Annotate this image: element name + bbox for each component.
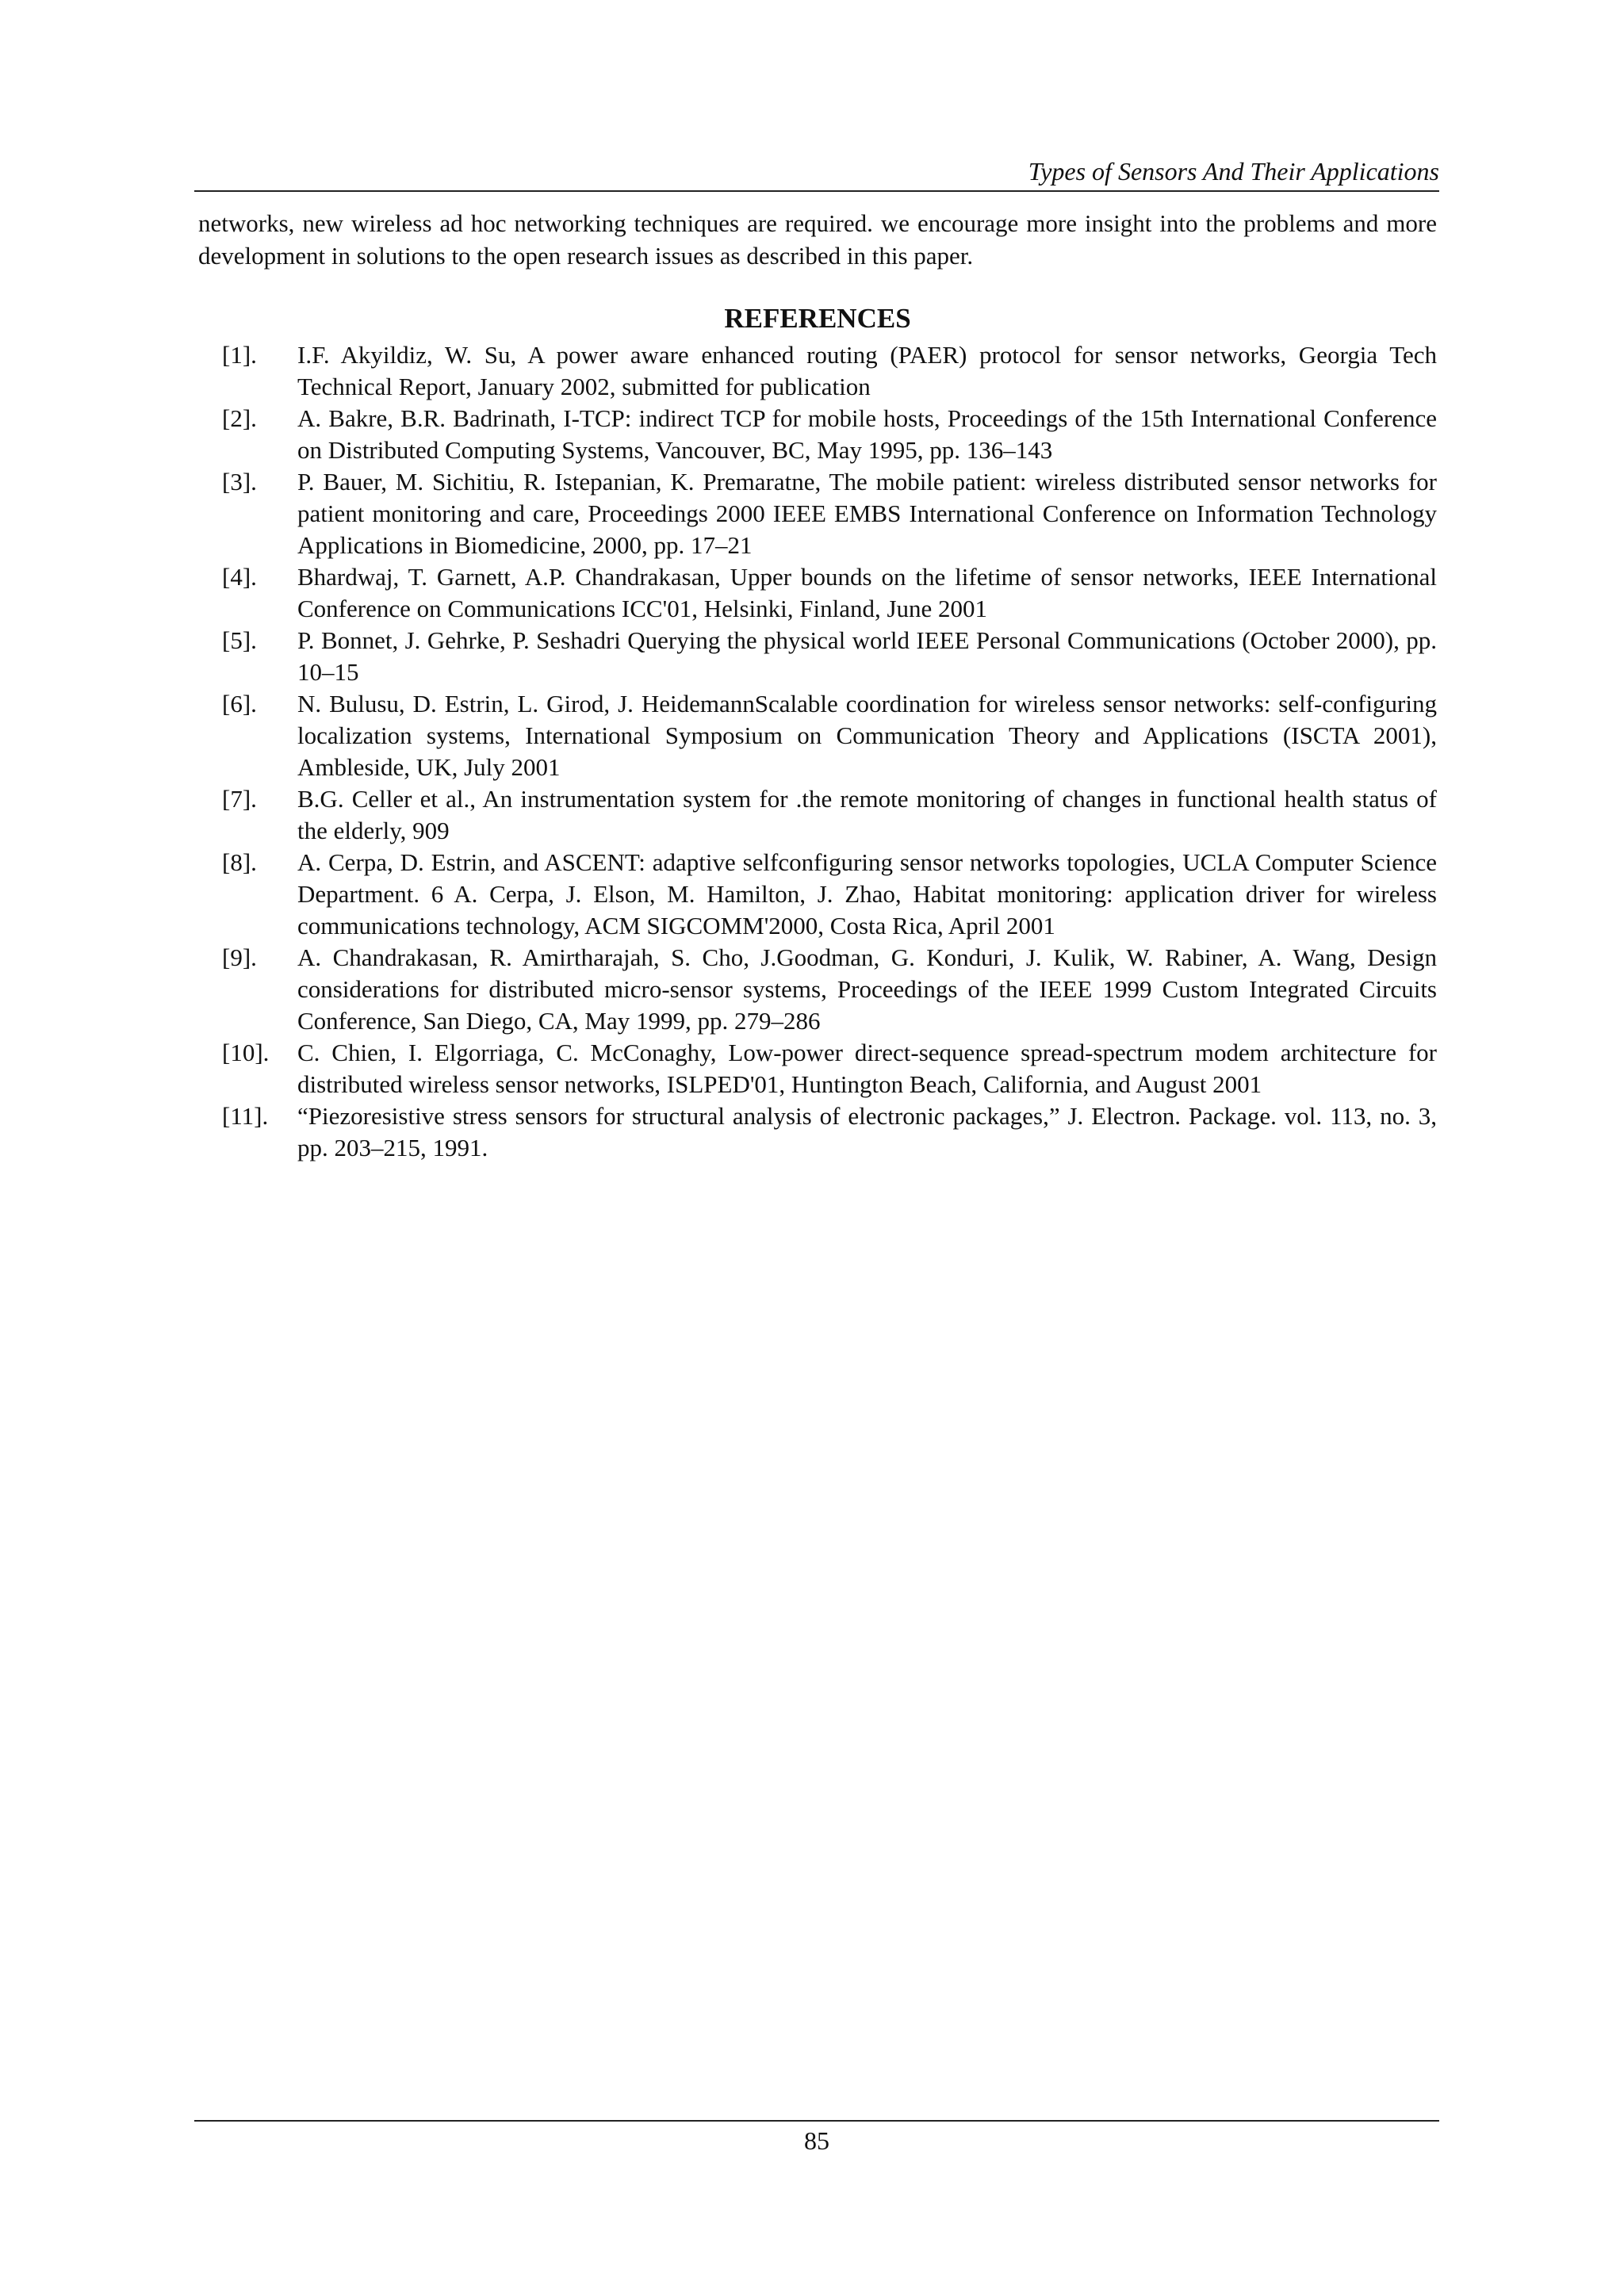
reference-number: [7]. (222, 785, 257, 813)
reference-item (198, 1037, 1437, 1100)
reference-item (198, 561, 1437, 625)
reference-item (198, 466, 1437, 561)
reference-text: Bhardwaj, T. Garnett, A.P. Chandrakasan, Upper bounds on the lifetime of sensor networks, IEEE International Conference on Communications ICC'01, Helsinki, Finland, June 2001 (297, 563, 1437, 622)
reference-item (198, 942, 1437, 1037)
footer-divider (194, 2120, 1439, 2122)
page-number: 85 (804, 2126, 829, 2155)
reference-number: [6]. (222, 690, 257, 718)
reference-text: A. Chandrakasan, R. Amirtharajah, S. Cho, J.Goodman, G. Konduri, J. Kulik, W. Rabiner, A. Wang, Design considerations for distributed micro-sensor systems, Proceedings of the IEEE 1999 Custom Integrated Circuits Conference, San Diego, CA, May 1999, pp. 279–286 (297, 943, 1437, 1035)
reference-number: [9]. (222, 943, 257, 971)
reference-item (198, 783, 1437, 847)
reference-text: C. Chien, I. Elgorriaga, C. McConaghy, Low-power direct-sequence spread-spectrum modem architecture for distributed wireless sensor networks, ISLPED'01, Huntington Beach, California, and August 2001 (297, 1039, 1437, 1098)
reference-text: A. Cerpa, D. Estrin, and ASCENT: adaptive selfconfiguring sensor networks topologies, UCLA Computer Science Department. 6 A. Cerpa, J. Elson, M. Hamilton, J. Zhao, Habitat monitoring: application driver for wireless communications technology, ACM SIGCOMM'2000, Costa Rica, April 2001 (297, 848, 1437, 939)
reference-item (198, 625, 1437, 688)
reference-text: I.F. Akyildiz, W. Su, A power aware enhanced routing (PAER) protocol for sensor networks, Georgia Tech Technical Report, January 2002, submitted for publication (297, 341, 1437, 400)
reference-text: “Piezoresistive stress sensors for structural analysis of electronic packages,” J. Electron. Package. vol. 113, no. 3, pp. 203–215, 1991. (297, 1102, 1437, 1161)
reference-number: [1]. (222, 341, 257, 369)
reference-text: P. Bonnet, J. Gehrke, P. Seshadri Querying the physical world IEEE Personal Communications (October 2000), pp. 10–15 (297, 626, 1437, 686)
reference-number: [5]. (222, 626, 257, 654)
reference-number: [10]. (222, 1039, 270, 1066)
reference-number: [11]. (222, 1102, 269, 1130)
reference-list (198, 339, 1437, 1164)
reference-text: N. Bulusu, D. Estrin, L. Girod, J. HeidemannScalable coordination for wireless sensor networks: self-configuring localization systems, International Symposium on Communication Theory and Applications (ISCTA 2001), Ambleside, UK, July 2001 (297, 690, 1437, 781)
running-header: Types of Sensors And Their Applications (1028, 157, 1439, 186)
references-heading: REFERENCES (724, 303, 911, 334)
reference-item (198, 339, 1437, 403)
reference-text: A. Bakre, B.R. Badrinath, I-TCP: indirect TCP for mobile hosts, Proceedings of the 15th International Conference on Distributed Computing Systems, Vancouver, BC, May 1995, pp. 136–143 (297, 404, 1437, 464)
reference-text: P. Bauer, M. Sichitiu, R. Istepanian, K. Premaratne, The mobile patient: wireless distributed sensor networks for patient monitoring and care, Proceedings 2000 IEEE EMBS International Conference on Information Technology Applications in Biomedicine, 2000, pp. 17–21 (297, 468, 1437, 559)
reference-item (198, 1100, 1437, 1164)
reference-number: [3]. (222, 468, 257, 496)
header-divider (194, 190, 1439, 192)
reference-number: [8]. (222, 848, 257, 876)
reference-item (198, 847, 1437, 942)
reference-item (198, 403, 1437, 466)
conclusion-paragraph: networks, new wireless ad hoc networking techniques are required. we encourage more insight into the problems and more development in solutions to the open research issues as described in this paper. (198, 209, 1437, 270)
reference-number: [4]. (222, 563, 257, 591)
reference-number: [2]. (222, 404, 257, 432)
reference-item (198, 688, 1437, 783)
reference-text: B.G. Celler et al., An instrumentation system for .the remote monitoring of changes in functional health status of the elderly, 909 (297, 785, 1437, 844)
